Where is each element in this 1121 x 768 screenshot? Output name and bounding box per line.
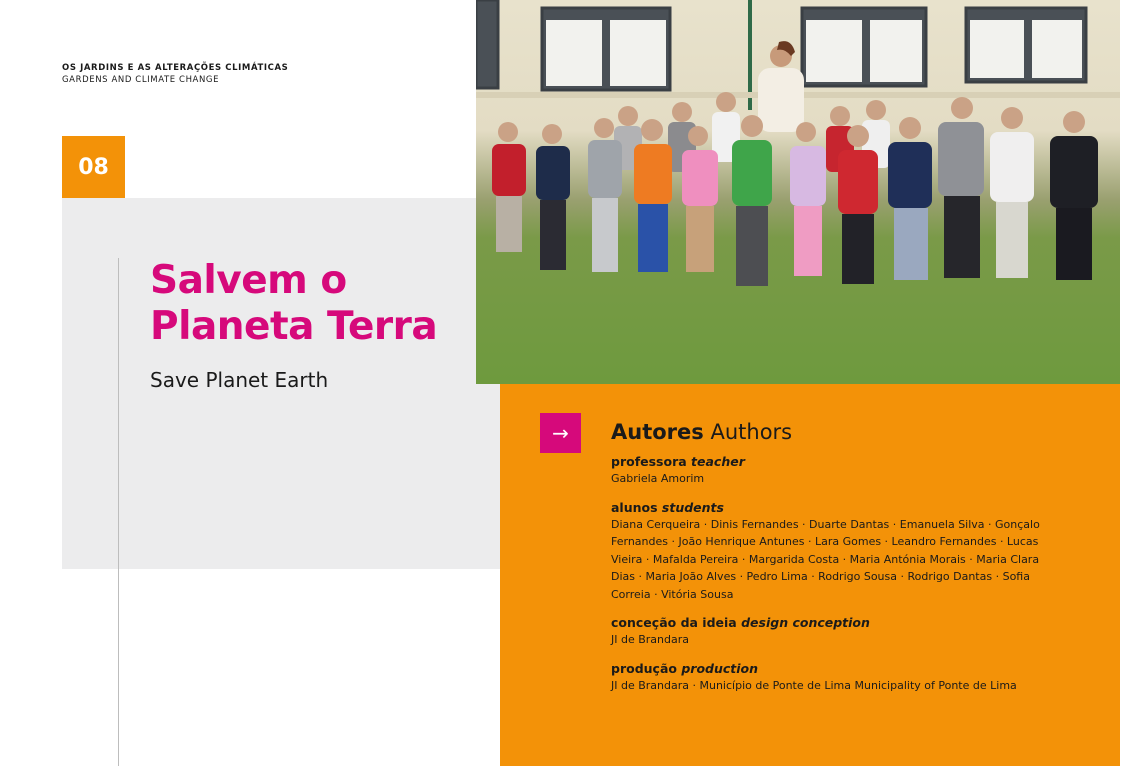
conception-label	[611, 615, 1051, 631]
students-label	[611, 500, 1051, 516]
conception-label-pt: conceção da ideia	[611, 615, 737, 630]
header-title-en: GARDENS AND CLIMATE CHANGE	[62, 75, 220, 85]
credits-students	[611, 500, 1051, 604]
credits-heading	[611, 420, 1051, 444]
credits-heading-en: Authors	[710, 420, 793, 444]
production-value-en: Municipality of Ponte de Lima	[854, 678, 1017, 692]
entry-number-badge: 08	[62, 136, 125, 198]
production-value	[611, 677, 1051, 695]
teacher-label	[611, 454, 1051, 470]
arrow-icon: →	[540, 413, 581, 453]
conception-label-en: design conception	[741, 615, 870, 630]
credits-block	[611, 420, 1051, 706]
teacher-label-en: teacher	[691, 454, 745, 469]
title-line-1: Salvem o	[150, 258, 347, 303]
group-photo-illustration	[476, 0, 1120, 384]
header-title-pt: OS JARDINS E AS ALTERAÇÕES CLIMÁTICAS	[62, 63, 289, 73]
teacher-label-pt: professora	[611, 454, 687, 469]
page-subtitle: Save Planet Earth	[150, 368, 329, 392]
credits-conception	[611, 615, 1051, 649]
students-names: Diana Cerqueira · Dinis Fernandes · Duarte Dantas · Emanuela Silva · Gonçalo Fernandes · João Henrique Antunes · Lara Gomes · Leandro Fernandes · Lucas Vieira · Mafalda Pereira · Margarida Costa · Maria Antónia Morais · Maria Clara Dias · Maria João Alves · Pedro Lima · Rodrigo Sousa · Rodrigo Dantas · Sofia Correia · Vitória Sousa	[611, 517, 1040, 601]
group-photo	[476, 0, 1120, 384]
title-line-2: Planeta Terra	[150, 304, 438, 349]
vertical-divider	[118, 258, 119, 766]
page-header	[62, 62, 288, 86]
teacher-name: Gabriela Amorim	[611, 472, 705, 485]
students-label-en: students	[661, 499, 724, 515]
credits-production	[611, 661, 1051, 695]
students-label-pt: alunos	[611, 499, 658, 515]
credits-teacher	[611, 454, 1051, 488]
production-label	[611, 661, 1051, 677]
credits-heading-pt: Autores	[611, 420, 704, 444]
page-title	[150, 258, 437, 350]
production-value-pt: JI de Brandara · Município de Ponte de Lima	[611, 678, 852, 692]
production-label-pt: produção	[611, 660, 677, 676]
production-label-en: production	[681, 660, 759, 676]
conception-value: JI de Brandara	[611, 633, 689, 646]
